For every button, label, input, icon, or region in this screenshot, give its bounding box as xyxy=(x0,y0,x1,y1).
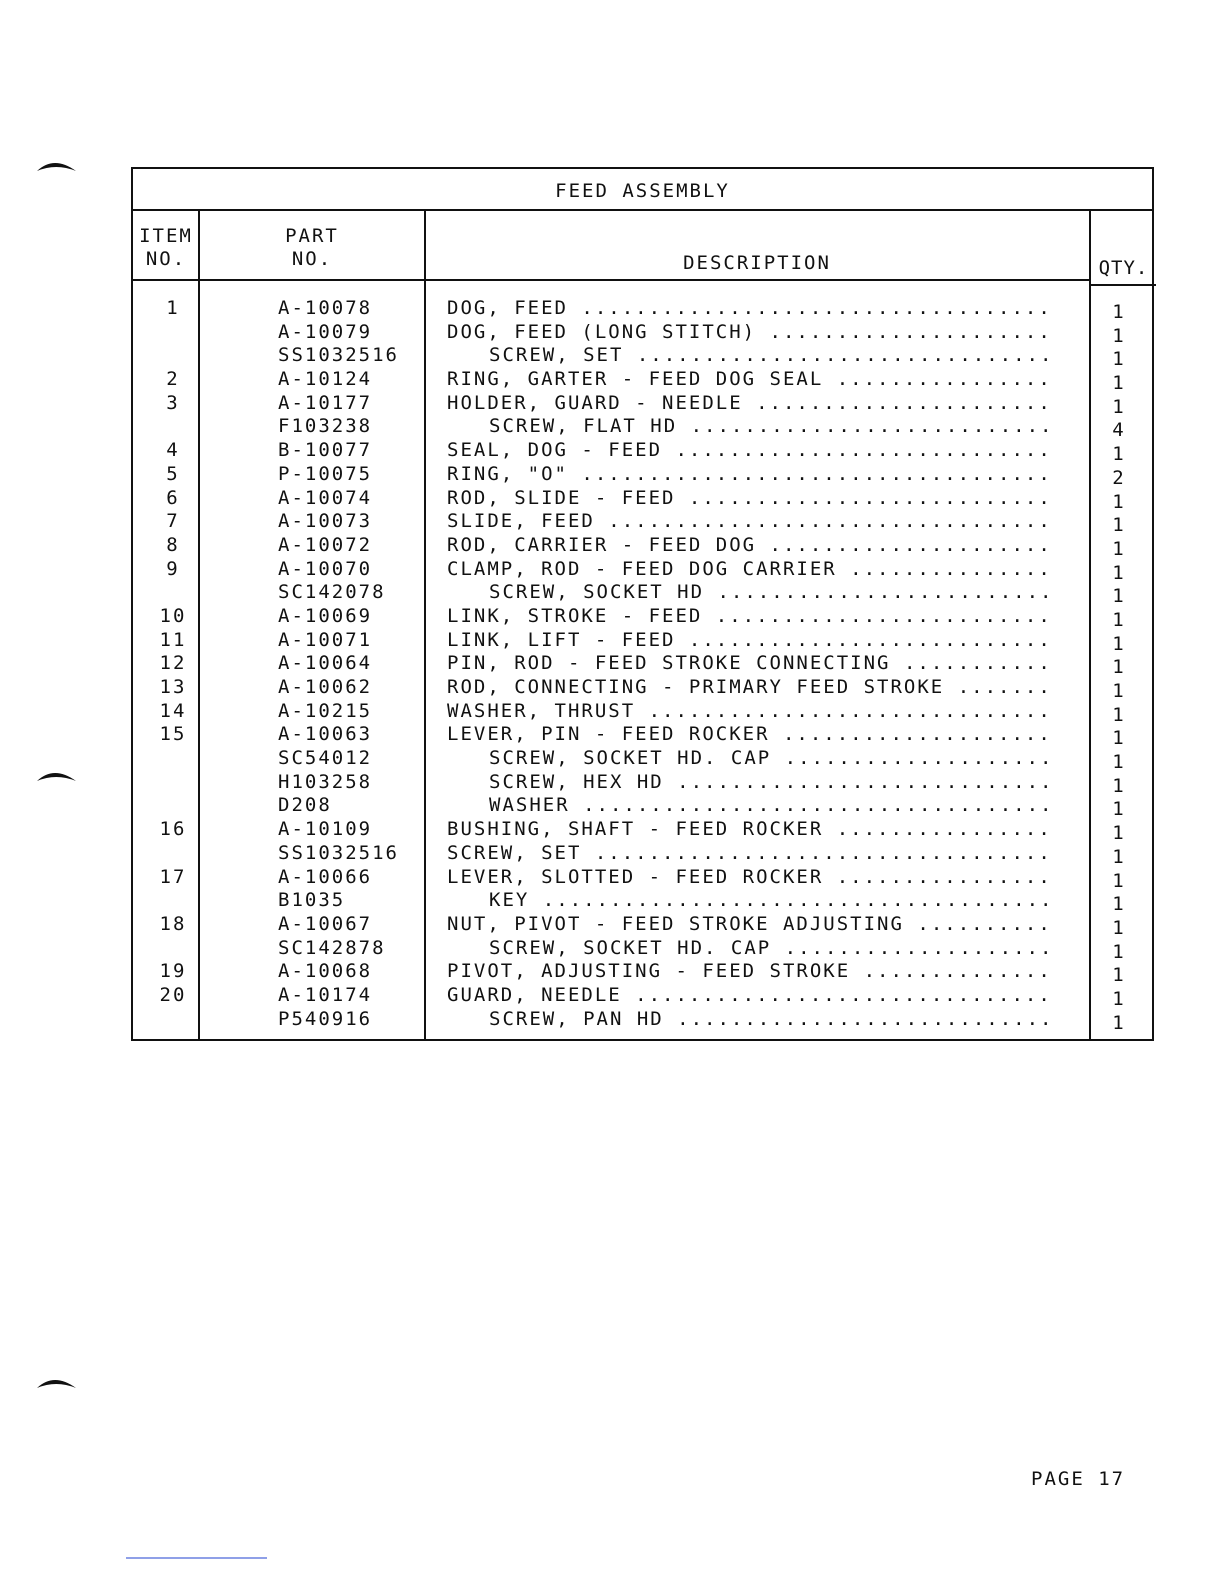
item-no-cell: 14 xyxy=(159,699,187,722)
binder-hole-icon xyxy=(36,767,78,783)
description-cell: LEVER, PIN - FEED ROCKER ..... xyxy=(447,723,1053,747)
part-no-cell: A-10079 xyxy=(278,320,373,343)
table-row xyxy=(133,794,1152,821)
part-no-cell: A-10177 xyxy=(278,391,373,414)
table-row xyxy=(133,629,1152,653)
binder-hole-icon xyxy=(36,1374,78,1390)
table-row xyxy=(133,937,1152,961)
item-no-cell: 16 xyxy=(159,818,187,841)
qty-cell: 1 xyxy=(1112,1011,1126,1034)
qty-cell: 2 xyxy=(1112,466,1126,489)
qty-cell: 1 xyxy=(1112,987,1126,1010)
table-row xyxy=(133,652,1152,679)
qty-cell: 1 xyxy=(1112,561,1126,584)
table-row xyxy=(133,415,1152,442)
parts-rows xyxy=(133,297,1152,1034)
item-no-cell: 4 xyxy=(166,439,180,462)
part-no-cell: A-10071 xyxy=(278,628,373,651)
description-cell: ROD, CARRIER - FEED DOG ..... xyxy=(447,534,1053,558)
part-no-cell: P540916 xyxy=(278,1007,373,1030)
part-no-cell: A-10070 xyxy=(278,557,373,580)
qty-cell: 1 xyxy=(1112,940,1126,963)
item-no-cell: 10 xyxy=(159,604,187,627)
description-cell: SCREW, PAN HD ..... xyxy=(489,1008,1053,1032)
item-no-cell: 6 xyxy=(166,486,180,509)
table-row xyxy=(133,771,1152,795)
item-no-cell: 5 xyxy=(166,462,180,485)
part-no-cell: A-10062 xyxy=(278,676,373,698)
part-no-cell: SS1032516 xyxy=(278,841,399,864)
item-no-cell: 9 xyxy=(166,557,180,580)
qty-cell: 1 xyxy=(1112,348,1126,371)
description-cell: SCREW, SET ..... xyxy=(447,842,1053,866)
header-rule xyxy=(133,279,1091,281)
qty-cell: 1 xyxy=(1112,372,1126,395)
part-no-cell: SC142878 xyxy=(278,936,386,959)
part-no-header-line2: NO. xyxy=(291,248,333,270)
part-no-cell: A-10215 xyxy=(278,699,373,722)
part-no-cell: A-10124 xyxy=(278,368,373,391)
item-no-cell: 17 xyxy=(159,865,187,888)
description-cell: SCREW, HEX HD ..... xyxy=(489,771,1053,795)
item-no-cell: 2 xyxy=(166,368,180,391)
description-cell: PIN, ROD - FEED STROKE CONNECTING ..... xyxy=(447,652,1053,676)
description-cell: DOG, FEED ..... xyxy=(447,297,1053,321)
table-row xyxy=(133,463,1152,487)
part-no-cell: B-10077 xyxy=(278,439,373,462)
description-cell: LEVER, SLOTTED - FEED ROCKER ..... xyxy=(447,866,1053,890)
part-no-cell: A-10064 xyxy=(278,652,373,675)
qty-cell: 1 xyxy=(1112,443,1126,466)
description-cell: SCREW, FLAT HD ..... xyxy=(489,415,1053,439)
item-no-cell: 7 xyxy=(166,510,180,533)
description-cell: CLAMP, ROD - FEED DOG CARRIER ..... xyxy=(447,558,1053,582)
description-cell: PIVOT, ADJUSTING - FEED STROKE ..... xyxy=(447,960,1053,984)
qty-cell: 1 xyxy=(1112,798,1126,821)
table-row xyxy=(133,368,1152,395)
part-no-cell: A-10078 xyxy=(278,297,373,319)
item-no-header xyxy=(133,225,199,271)
part-no-cell: H103258 xyxy=(278,770,373,793)
item-no-cell: 19 xyxy=(159,960,187,983)
qty-cell: 1 xyxy=(1112,395,1126,418)
table-row xyxy=(133,866,1152,890)
qty-cell: 1 xyxy=(1112,324,1126,347)
part-no-cell: SS1032516 xyxy=(278,344,399,367)
qty-cell: 1 xyxy=(1112,869,1126,892)
part-no-cell: A-10063 xyxy=(278,723,373,746)
footer-rule xyxy=(126,1557,267,1559)
qty-cell: 1 xyxy=(1112,727,1126,750)
description-cell: WASHER ..... xyxy=(489,794,1053,818)
qty-header: QTY. xyxy=(1098,257,1149,279)
description-cell: RING, "O" ..... xyxy=(447,463,1053,487)
table-row xyxy=(133,913,1152,937)
part-no-cell: A-10109 xyxy=(278,818,373,841)
qty-cell: 1 xyxy=(1112,916,1126,939)
description-cell: SCREW, SET ..... xyxy=(489,344,1053,368)
item-no-cell: 15 xyxy=(159,723,187,746)
table-row xyxy=(133,747,1152,774)
table-row xyxy=(133,700,1152,724)
table-row xyxy=(133,510,1152,537)
parts-table xyxy=(131,167,1154,1041)
table-row xyxy=(133,842,1152,866)
part-no-cell: A-10073 xyxy=(278,510,373,533)
table-row xyxy=(133,818,1152,845)
qty-cell: 1 xyxy=(1112,632,1126,655)
qty-cell: 4 xyxy=(1112,419,1126,442)
binder-hole-icon xyxy=(36,157,78,173)
qty-cell: 1 xyxy=(1112,680,1126,702)
qty-cell: 1 xyxy=(1112,537,1126,560)
header-rule xyxy=(1089,284,1156,286)
item-no-cell: 8 xyxy=(166,533,180,556)
description-cell: LINK, STROKE - FEED ..... xyxy=(447,605,1053,629)
part-no-cell: A-10072 xyxy=(278,533,373,556)
qty-cell: 1 xyxy=(1112,703,1126,726)
description-cell: SCREW, SOCKET HD ..... xyxy=(489,581,1053,605)
item-no-cell: 12 xyxy=(159,652,187,675)
table-row xyxy=(133,605,1152,629)
item-no-cell: 20 xyxy=(159,983,187,1006)
description-cell: WASHER, THRUST ..... xyxy=(447,700,1053,724)
item-no-header-line1: ITEM xyxy=(139,225,193,247)
qty-cell: 1 xyxy=(1112,822,1126,845)
table-row xyxy=(133,558,1152,582)
description-cell: SCREW, SOCKET HD. CAP ..... xyxy=(489,747,1053,771)
part-no-header xyxy=(199,225,425,271)
table-row xyxy=(133,723,1152,750)
part-no-cell: D208 xyxy=(278,794,332,817)
table-row xyxy=(133,1008,1152,1032)
table-row xyxy=(133,321,1152,345)
part-no-cell: B1035 xyxy=(278,889,346,912)
description-cell: SLIDE, FEED ..... xyxy=(447,510,1053,534)
description-cell: DOG, FEED (LONG STITCH) ..... xyxy=(447,321,1053,345)
qty-cell: 1 xyxy=(1112,514,1126,537)
part-no-cell: SC54012 xyxy=(278,747,373,770)
description-header: DESCRIPTION xyxy=(683,252,831,274)
part-no-cell: A-10068 xyxy=(278,960,373,983)
table-title: FEED ASSEMBLY xyxy=(133,169,1152,211)
qty-cell: 1 xyxy=(1112,585,1126,608)
item-no-cell: 11 xyxy=(159,628,187,651)
table-row xyxy=(133,439,1152,466)
table-row xyxy=(133,676,1152,700)
qty-cell: 1 xyxy=(1112,845,1126,868)
description-cell: SEAL, DOG - FEED ..... xyxy=(447,439,1053,463)
description-cell: ROD, CONNECTING - PRIMARY FEED STROKE ..... xyxy=(447,676,1053,700)
description-cell: SCREW, SOCKET HD. CAP ..... xyxy=(489,937,1053,961)
part-no-header-line1: PART xyxy=(285,225,339,247)
part-no-cell: A-10174 xyxy=(278,983,373,1006)
qty-cell: 1 xyxy=(1112,893,1126,916)
description-cell: LINK, LIFT - FEED ..... xyxy=(447,629,1053,653)
item-no-header-line2: NO. xyxy=(145,248,187,270)
part-no-cell: A-10069 xyxy=(278,604,373,627)
part-no-cell: F103238 xyxy=(278,415,373,438)
table-row xyxy=(133,889,1152,916)
table-row xyxy=(133,984,1152,1008)
qty-cell: 1 xyxy=(1112,774,1126,797)
item-no-cell: 18 xyxy=(159,912,187,935)
table-row xyxy=(133,487,1152,511)
qty-cell: 1 xyxy=(1112,751,1126,774)
table-row xyxy=(133,344,1152,371)
part-no-cell: SC142078 xyxy=(278,581,386,604)
table-row xyxy=(133,960,1152,987)
qty-cell: 1 xyxy=(1112,964,1126,987)
description-cell: KEY ..... xyxy=(489,889,1053,913)
part-no-cell: P-10075 xyxy=(278,462,373,485)
qty-cell: 1 xyxy=(1112,656,1126,679)
table-row xyxy=(133,581,1152,608)
description-cell: BUSHING, SHAFT - FEED ROCKER ..... xyxy=(447,818,1053,842)
item-no-cell: 1 xyxy=(166,297,180,319)
description-cell: ROD, SLIDE - FEED ..... xyxy=(447,487,1053,511)
description-cell: RING, GARTER - FEED DOG SEAL ..... xyxy=(447,368,1053,392)
description-cell: GUARD, NEEDLE ..... xyxy=(447,984,1053,1008)
description-cell: NUT, PIVOT - FEED STROKE ADJUSTING ..... xyxy=(447,913,1053,937)
page-number: PAGE 17 xyxy=(1031,1468,1126,1490)
item-no-cell: 3 xyxy=(166,391,180,414)
qty-cell: 1 xyxy=(1112,608,1126,631)
qty-cell: 1 xyxy=(1112,490,1126,513)
part-no-cell: A-10074 xyxy=(278,486,373,509)
table-row xyxy=(133,297,1152,321)
description-cell: HOLDER, GUARD - NEEDLE ..... xyxy=(447,392,1053,416)
table-row xyxy=(133,534,1152,558)
part-no-cell: A-10066 xyxy=(278,865,373,888)
qty-cell: 1 xyxy=(1112,301,1126,323)
table-row xyxy=(133,392,1152,416)
item-no-cell: 13 xyxy=(159,676,187,698)
part-no-cell: A-10067 xyxy=(278,912,373,935)
